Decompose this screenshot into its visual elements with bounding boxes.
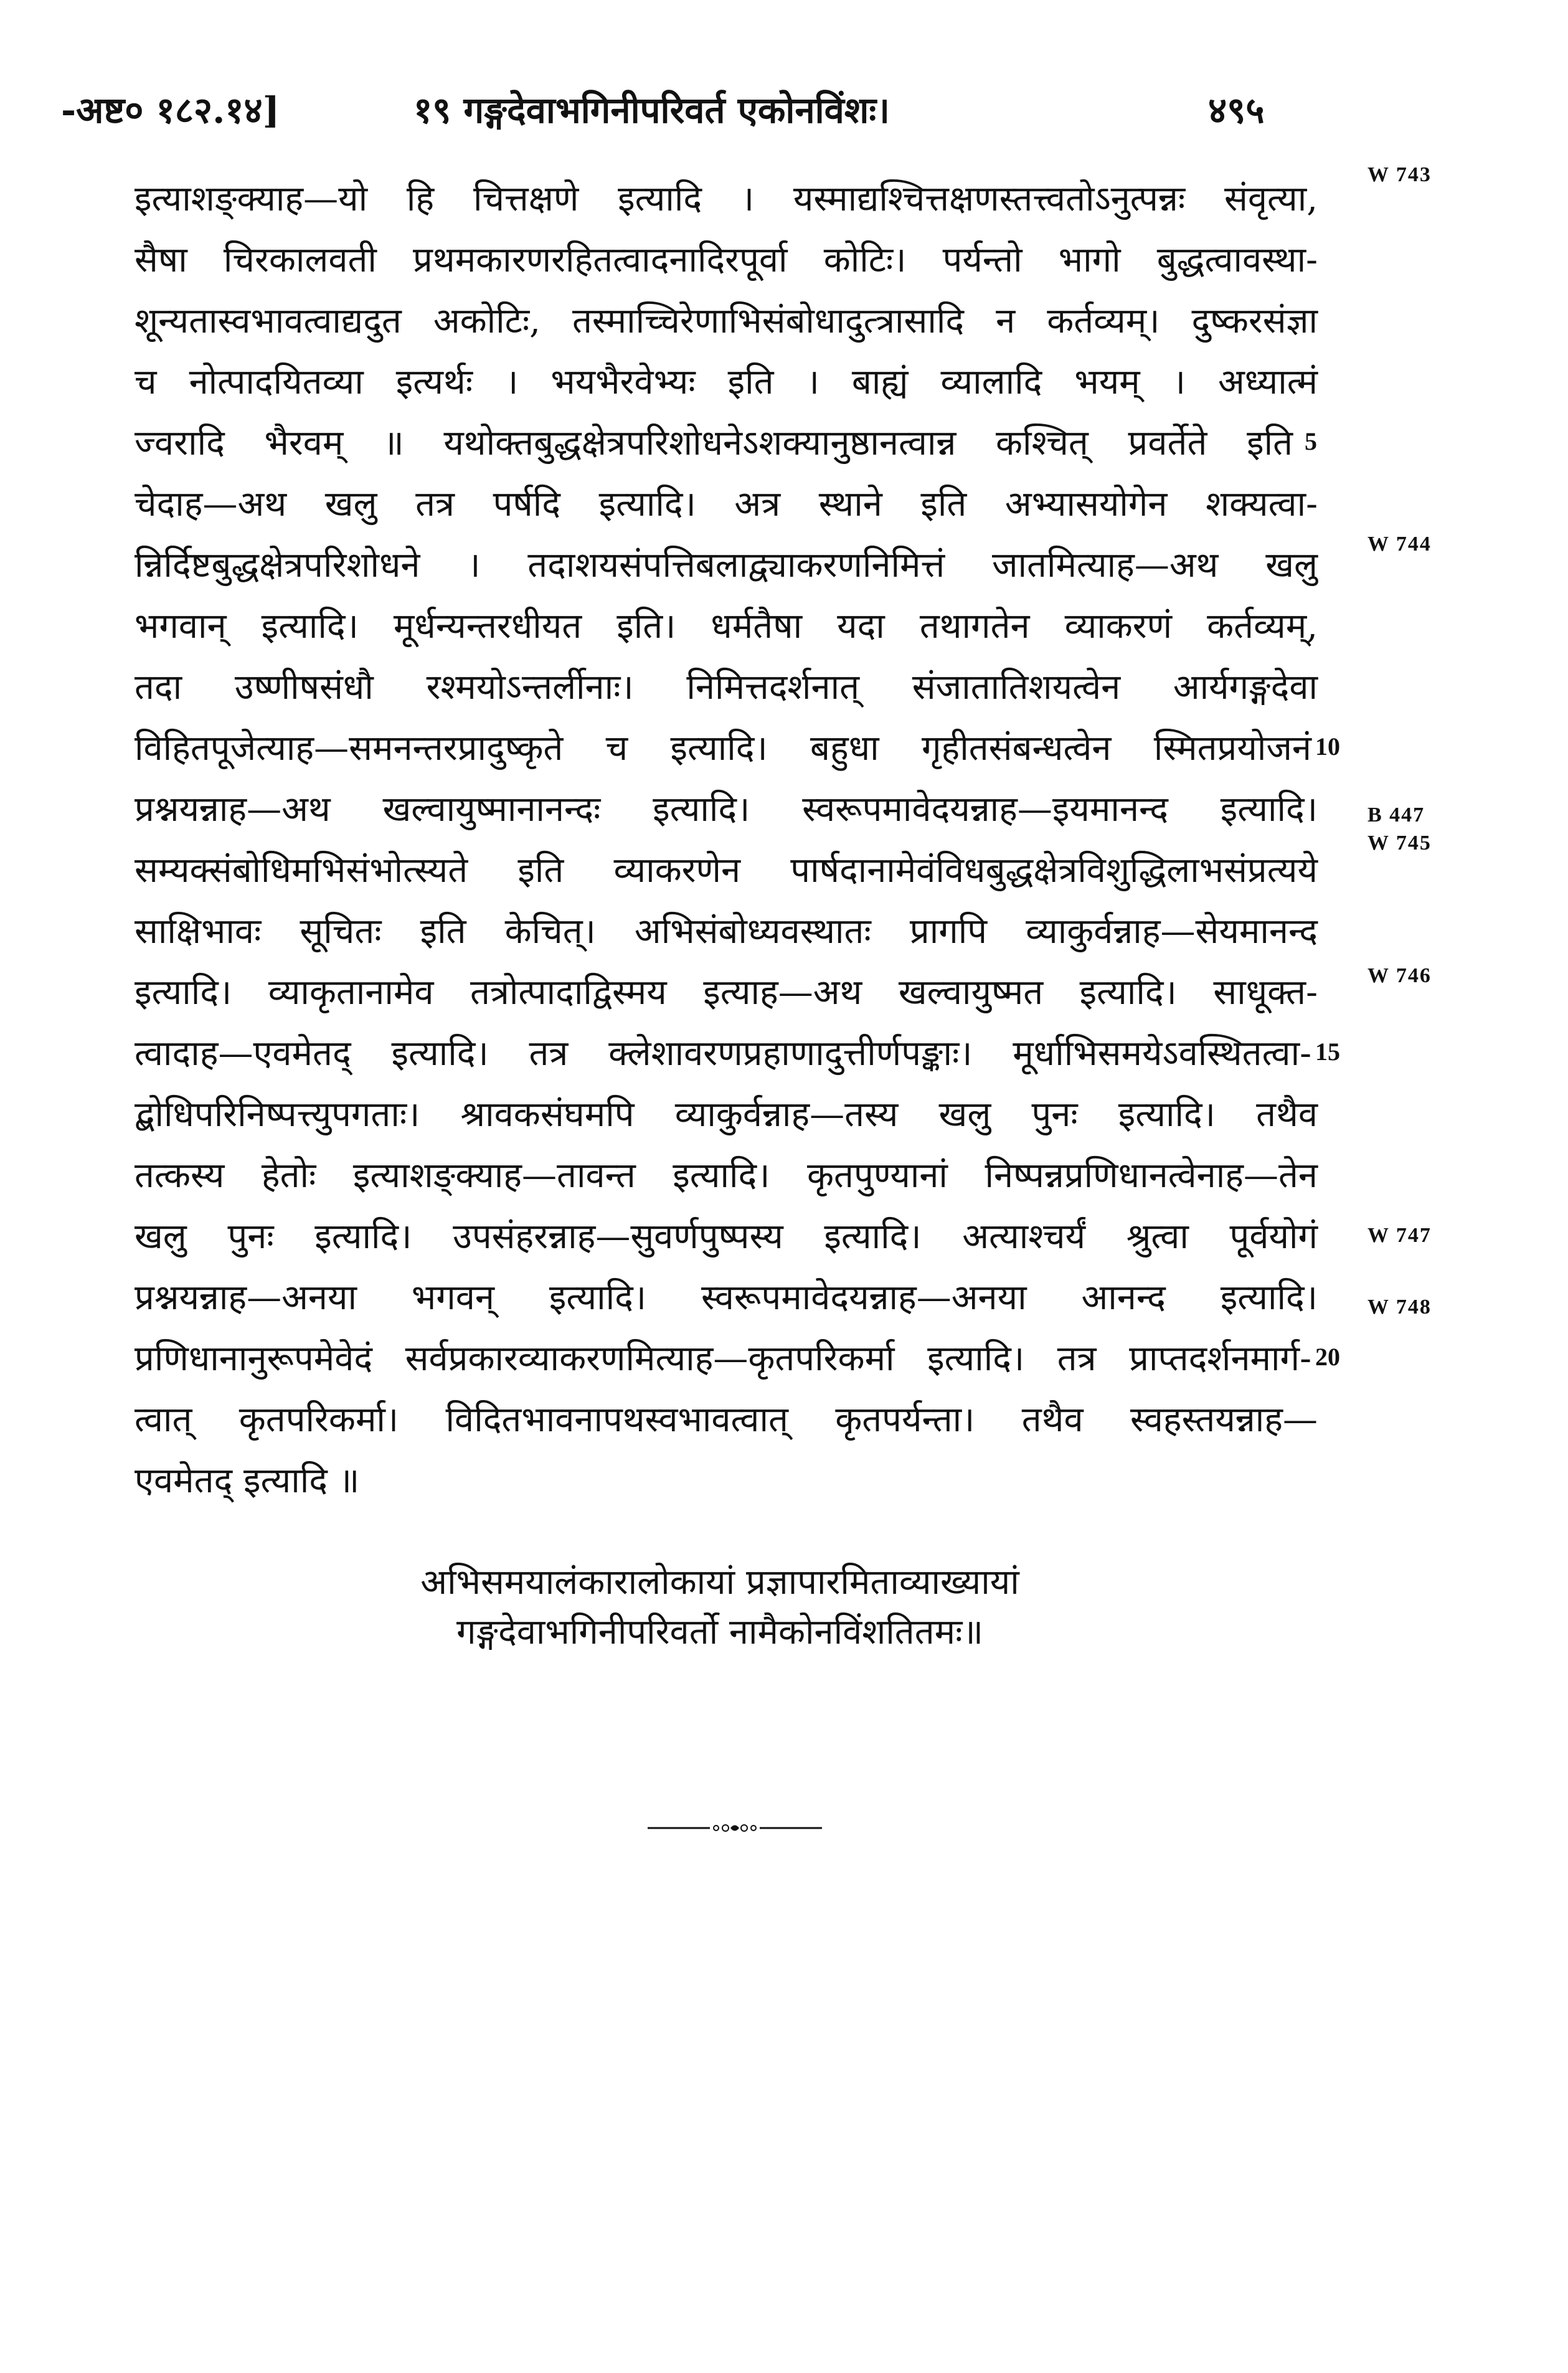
- page-number: ४९५: [1208, 89, 1265, 131]
- margin-note: W 745: [1367, 831, 1432, 855]
- margin-note: W 743: [1367, 163, 1432, 186]
- margin-note: B 447: [1367, 803, 1425, 827]
- colophon-line: अभिसमयालंकारालोकायां प्रज्ञापारमिताव्याख्यायां: [420, 1562, 1019, 1603]
- line-number: 20: [1315, 1343, 1340, 1371]
- text-line: च नोत्पादयितव्या इत्यर्थः । भयभैरवेभ्यः इति । बाह्यं व्यालादि भयम् । अध्यात्मं: [135, 362, 1318, 402]
- text-line: त्वादाह—एवमेतद् इत्यादि। तत्र क्लेशावरणप्रहाणादुत्तीर्णपङ्काः। मूर्धाभिसमयेऽवस्थितत्वा-: [135, 1033, 1311, 1074]
- text-line: ज्वरादि भैरवम् ॥ यथोक्तबुद्धक्षेत्रपरिशोधनेऽशक्यानुष्ठानत्वान्न कश्चित् प्रवर्तेते इति: [135, 423, 1293, 463]
- text-line: प्रणिधानानुरूपमेवेदं सर्वप्रकारव्याकरणमित्याह—कृतपरिकर्मा इत्यादि। तत्र प्राप्तदर्शनमार्ग-: [135, 1338, 1311, 1379]
- ornamental-divider: [648, 1822, 822, 1834]
- text-line: शून्यतास्वभावत्वाद्यदुत अकोटिः, तस्माच्चिरेणाभिसंबोधादुत्त्रासादि न कर्तव्यम्। दुष्करसंज्ञा: [135, 301, 1318, 341]
- text-line: प्रश्नयन्नाह—अथ खल्वायुष्मानानन्दः इत्यादि। स्वरूपमावेदयन्नाह—इयमानन्द इत्यादि।: [135, 789, 1318, 830]
- line-number: 5: [1305, 427, 1317, 455]
- text-line: चेदाह—अथ खलु तत्र पर्षदि इत्यादि। अत्र स्थाने इति अभ्यासयोगेन शक्यत्वा-: [135, 484, 1318, 524]
- text-line: साक्षिभावः सूचितः इति केचित्। अभिसंबोध्यवस्थातः प्रागपि व्याकुर्वन्नाह—सेयमानन्द: [135, 911, 1318, 952]
- text-line: सैषा चिरकालवती प्रथमकारणरहितत्वादनादिरपूर्वा कोटिः। पर्यन्तो भागो बुद्धत्वावस्था-: [135, 240, 1318, 280]
- text-line: द्बोधिपरिनिष्पत्त्युपगताः। श्रावकसंघमपि व्याकुर्वन्नाह—तस्य खलु पुनः इत्यादि। तथैव: [135, 1094, 1318, 1135]
- text-line: प्रश्नयन्नाह—अनया भगवन् इत्यादि। स्वरूपमावेदयन्नाह—अनया आनन्द इत्यादि।: [135, 1277, 1318, 1318]
- margin-note: W 748: [1367, 1295, 1432, 1319]
- header-chapter-title: १९ गङ्गदेवाभगिनीपरिवर्त एकोनविंशः।: [413, 89, 890, 131]
- text-line: खलु पुनः इत्यादि। उपसंहरन्नाह—सुवर्णपुष्पस्य इत्यादि। अत्याश्चर्यं श्रुत्वा पूर्वयोगं: [135, 1216, 1318, 1257]
- text-line: एवमेतद् इत्यादि ॥: [135, 1461, 360, 1501]
- text-line: तदा उष्णीषसंधौ रश्मयोऽन्तर्लीनाः। निमित्तदर्शनात् संजातातिशयत्वेन आर्यगङ्गदेवा: [135, 667, 1318, 708]
- colophon-line: गङ्गदेवाभगिनीपरिवर्तो नामैकोनविंशतितमः॥: [456, 1612, 983, 1652]
- text-line: इत्याशङ्क्याह—यो हि चित्तक्षणे इत्यादि । यस्माद्यश्चित्तक्षणस्तत्त्वतोऽनुत्पन्नः संवृत्या,: [135, 179, 1318, 219]
- line-number: 10: [1315, 732, 1340, 760]
- text-line: न्निर्दिष्टबुद्धक्षेत्रपरिशोधने । तदाशयसंपत्तिबलाद्व्याकरणनिमित्तं जातमित्याह—अथ खलु: [135, 545, 1318, 585]
- line-number: 15: [1315, 1038, 1340, 1066]
- margin-note: W 747: [1367, 1224, 1432, 1247]
- margin-note: W 744: [1367, 533, 1432, 556]
- text-line: भगवान् इत्यादि। मूर्धन्यन्तरधीयत इति। धर्मतैषा यदा तथागतेन व्याकरणं कर्तव्यम्,: [135, 606, 1318, 647]
- text-line: इत्यादि। व्याकृतानामेव तत्रोत्पादाद्विस्मय इत्याह—अथ खल्वायुष्मत इत्यादि। साधूक्त-: [135, 972, 1318, 1013]
- text-line: तत्कस्य हेतोः इत्याशङ्क्याह—तावन्त इत्यादि। कृतपुण्यानां निष्पन्नप्रणिधानत्वेनाह—तेन: [135, 1155, 1318, 1196]
- header-reference: -अष्ट० १८२.१४]: [61, 89, 280, 131]
- text-line: सम्यक्संबोधिमभिसंभोत्स्यते इति व्याकरणेन पार्षदानामेवंविधबुद्धक्षेत्रविशुद्धिलाभसंप्रत्यये: [135, 850, 1318, 891]
- margin-note: W 746: [1367, 964, 1432, 987]
- text-line: विहितपूजेत्याह—समनन्तरप्रादुष्कृते च इत्यादि। बहुधा गृहीतसंबन्धत्वेन स्मितप्रयोजनं: [135, 728, 1311, 769]
- text-line: त्वात् कृतपरिकर्मा। विदितभावनापथस्वभावत्वात् कृतपर्यन्ता। तथैव स्वहस्तयन्नाह—: [135, 1400, 1318, 1440]
